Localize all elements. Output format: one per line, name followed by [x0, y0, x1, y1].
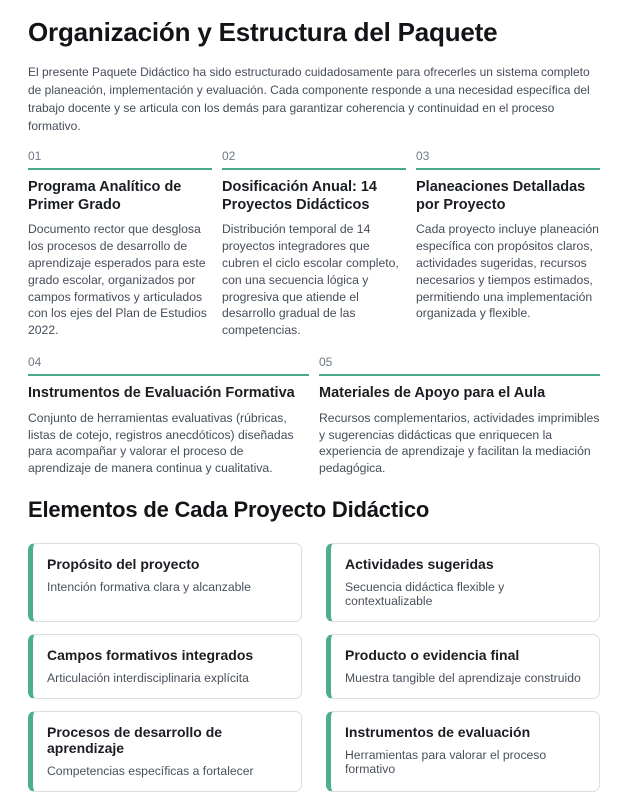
element-card-title: Producto o evidencia final [345, 647, 520, 664]
component-description: Cada proyecto incluye planeación específica con propósitos claros, actividades sugeridas, recursos necesarios y tiempos estimados, permitiendo una implementación organizada y flexible. [416, 222, 599, 321]
elements-cards-grid [28, 543, 600, 792]
component-title: Programa Analítico de Primer Grado [28, 178, 182, 213]
component-description: Recursos complementarios, actividades imprimibles y sugerencias didácticas que enriquecen la experiencia de aprendizaje y facilitan la mediación pedagógica. [319, 410, 600, 476]
element-card-title: Procesos de desarrollo de aprendizaje [47, 724, 223, 757]
component-description: Distribución temporal de 14 proyectos integradores que cubren el ciclo escolar completo, con una secuencia lógica y progresiva que atiende el desarrollo gradual de las competencias. [222, 222, 399, 338]
component-item-01 [28, 149, 212, 339]
component-number: 04 [28, 355, 309, 376]
component-title: Instrumentos de Evaluación Formativa [28, 385, 295, 402]
component-item-02 [222, 149, 406, 339]
component-title: Materiales de Apoyo para el Aula [319, 385, 546, 402]
element-card-campos [28, 634, 302, 699]
elements-section-title: Elementos de Cada Proyecto Didáctico [28, 497, 430, 523]
component-item-04 [28, 355, 309, 477]
element-card-title: Propósito del proyecto [47, 556, 200, 573]
component-description: Conjunto de herramientas evaluativas (rúbricas, listas de cotejo, registros anecdóticos) diseñadas para acompañar y valorar el proceso de aprendizaje de manera continua y cualitativa. [28, 410, 294, 476]
element-card-subtitle: Competencias específicas a fortalecer [47, 764, 254, 779]
component-title: Planeaciones Detalladas por Proyecto [416, 178, 586, 213]
element-card-subtitle: Muestra tangible del aprendizaje construido [345, 671, 581, 686]
element-card-title: Actividades sugeridas [345, 556, 494, 573]
element-card-subtitle: Herramientas para valorar el proceso formativo [345, 748, 547, 777]
component-number: 02 [222, 149, 406, 170]
component-number: 03 [416, 149, 600, 170]
element-card-subtitle: Articulación interdisciplinaria explícita [47, 671, 249, 686]
components-row-top [28, 149, 600, 339]
element-card-subtitle: Intención formativa clara y alcanzable [47, 580, 251, 595]
element-card-producto [326, 634, 600, 699]
element-card-title: Instrumentos de evaluación [345, 724, 531, 741]
element-card-procesos [28, 711, 302, 792]
element-card-proposito [28, 543, 302, 622]
component-description: Documento rector que desglosa los procesos de desarrollo de aprendizaje esperados para este grado escolar, organizados por campos formativos y articulados con los ejes del Plan de Estudios 2022. [28, 222, 207, 338]
page-title: Organización y Estructura del Paquete [28, 17, 498, 47]
component-title: Dosificación Anual: 14 Proyectos Didácticos [222, 178, 377, 213]
components-row-bottom [28, 355, 600, 477]
component-item-03 [416, 149, 600, 339]
component-item-05 [319, 355, 600, 477]
element-card-instrumentos [326, 711, 600, 792]
component-number: 05 [319, 355, 600, 376]
intro-paragraph: El presente Paquete Didáctico ha sido estructurado cuidadosamente para ofrecerles un sistema completo de planeación, implementación y evaluación. Cada componente responde a una necesidad específica del trabajo docente y se articula con los demás para garantizar coherencia y continuidad en el proceso formativo. [28, 64, 590, 133]
component-number: 01 [28, 149, 212, 170]
element-card-title: Campos formativos integrados [47, 647, 254, 664]
element-card-subtitle: Secuencia didáctica flexible y contextualizable [345, 580, 505, 609]
element-card-actividades [326, 543, 600, 622]
